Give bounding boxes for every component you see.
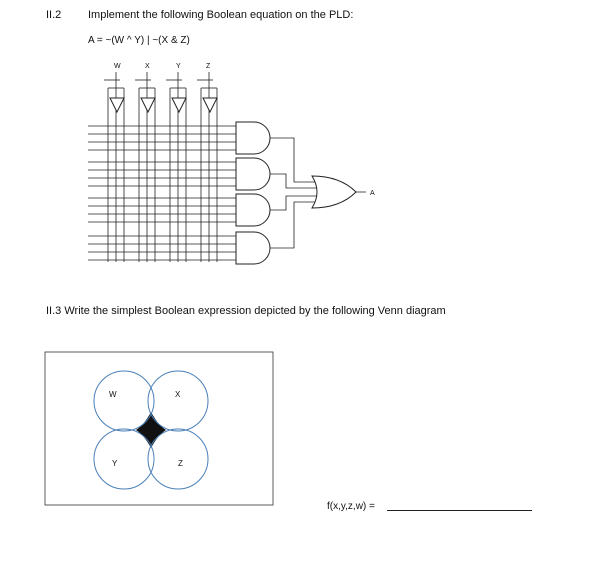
inverter-x [141,98,155,112]
and-gate-1 [236,122,270,154]
input-label-z: Z [206,63,211,70]
and-gate-2 [236,158,270,190]
question-3-prompt: II.3 Write the simplest Boolean expression depicted by the following Venn diagram [46,305,446,317]
boolean-equation: A = ~(W ^ Y) | ~(X & Z) [88,35,190,46]
question-prompt: Implement the following Boolean equation on the PLD: [88,9,354,21]
and-gate-3 [236,194,270,226]
answer-label: f(x,y,z,w) = [327,501,375,512]
venn-diagram [45,352,273,505]
input-label-w: W [114,63,121,70]
set-label-z: Z [178,459,183,468]
set-label-y: Y [112,459,118,468]
input-wires [108,72,217,262]
answer-blank[interactable] [387,510,532,511]
input-label-y: Y [176,63,181,70]
inverter-z [203,98,217,112]
pld-diagram [88,63,375,264]
or-gate [312,176,356,208]
set-label-w: W [109,390,117,399]
output-label: A [370,190,375,197]
and-gates [236,122,270,264]
question-number: II.2 [46,9,62,21]
inverter-w [110,98,124,112]
and-gate-4 [236,232,270,264]
set-label-x: X [175,390,181,399]
inverter-y [172,98,186,112]
input-label-x: X [145,63,150,70]
